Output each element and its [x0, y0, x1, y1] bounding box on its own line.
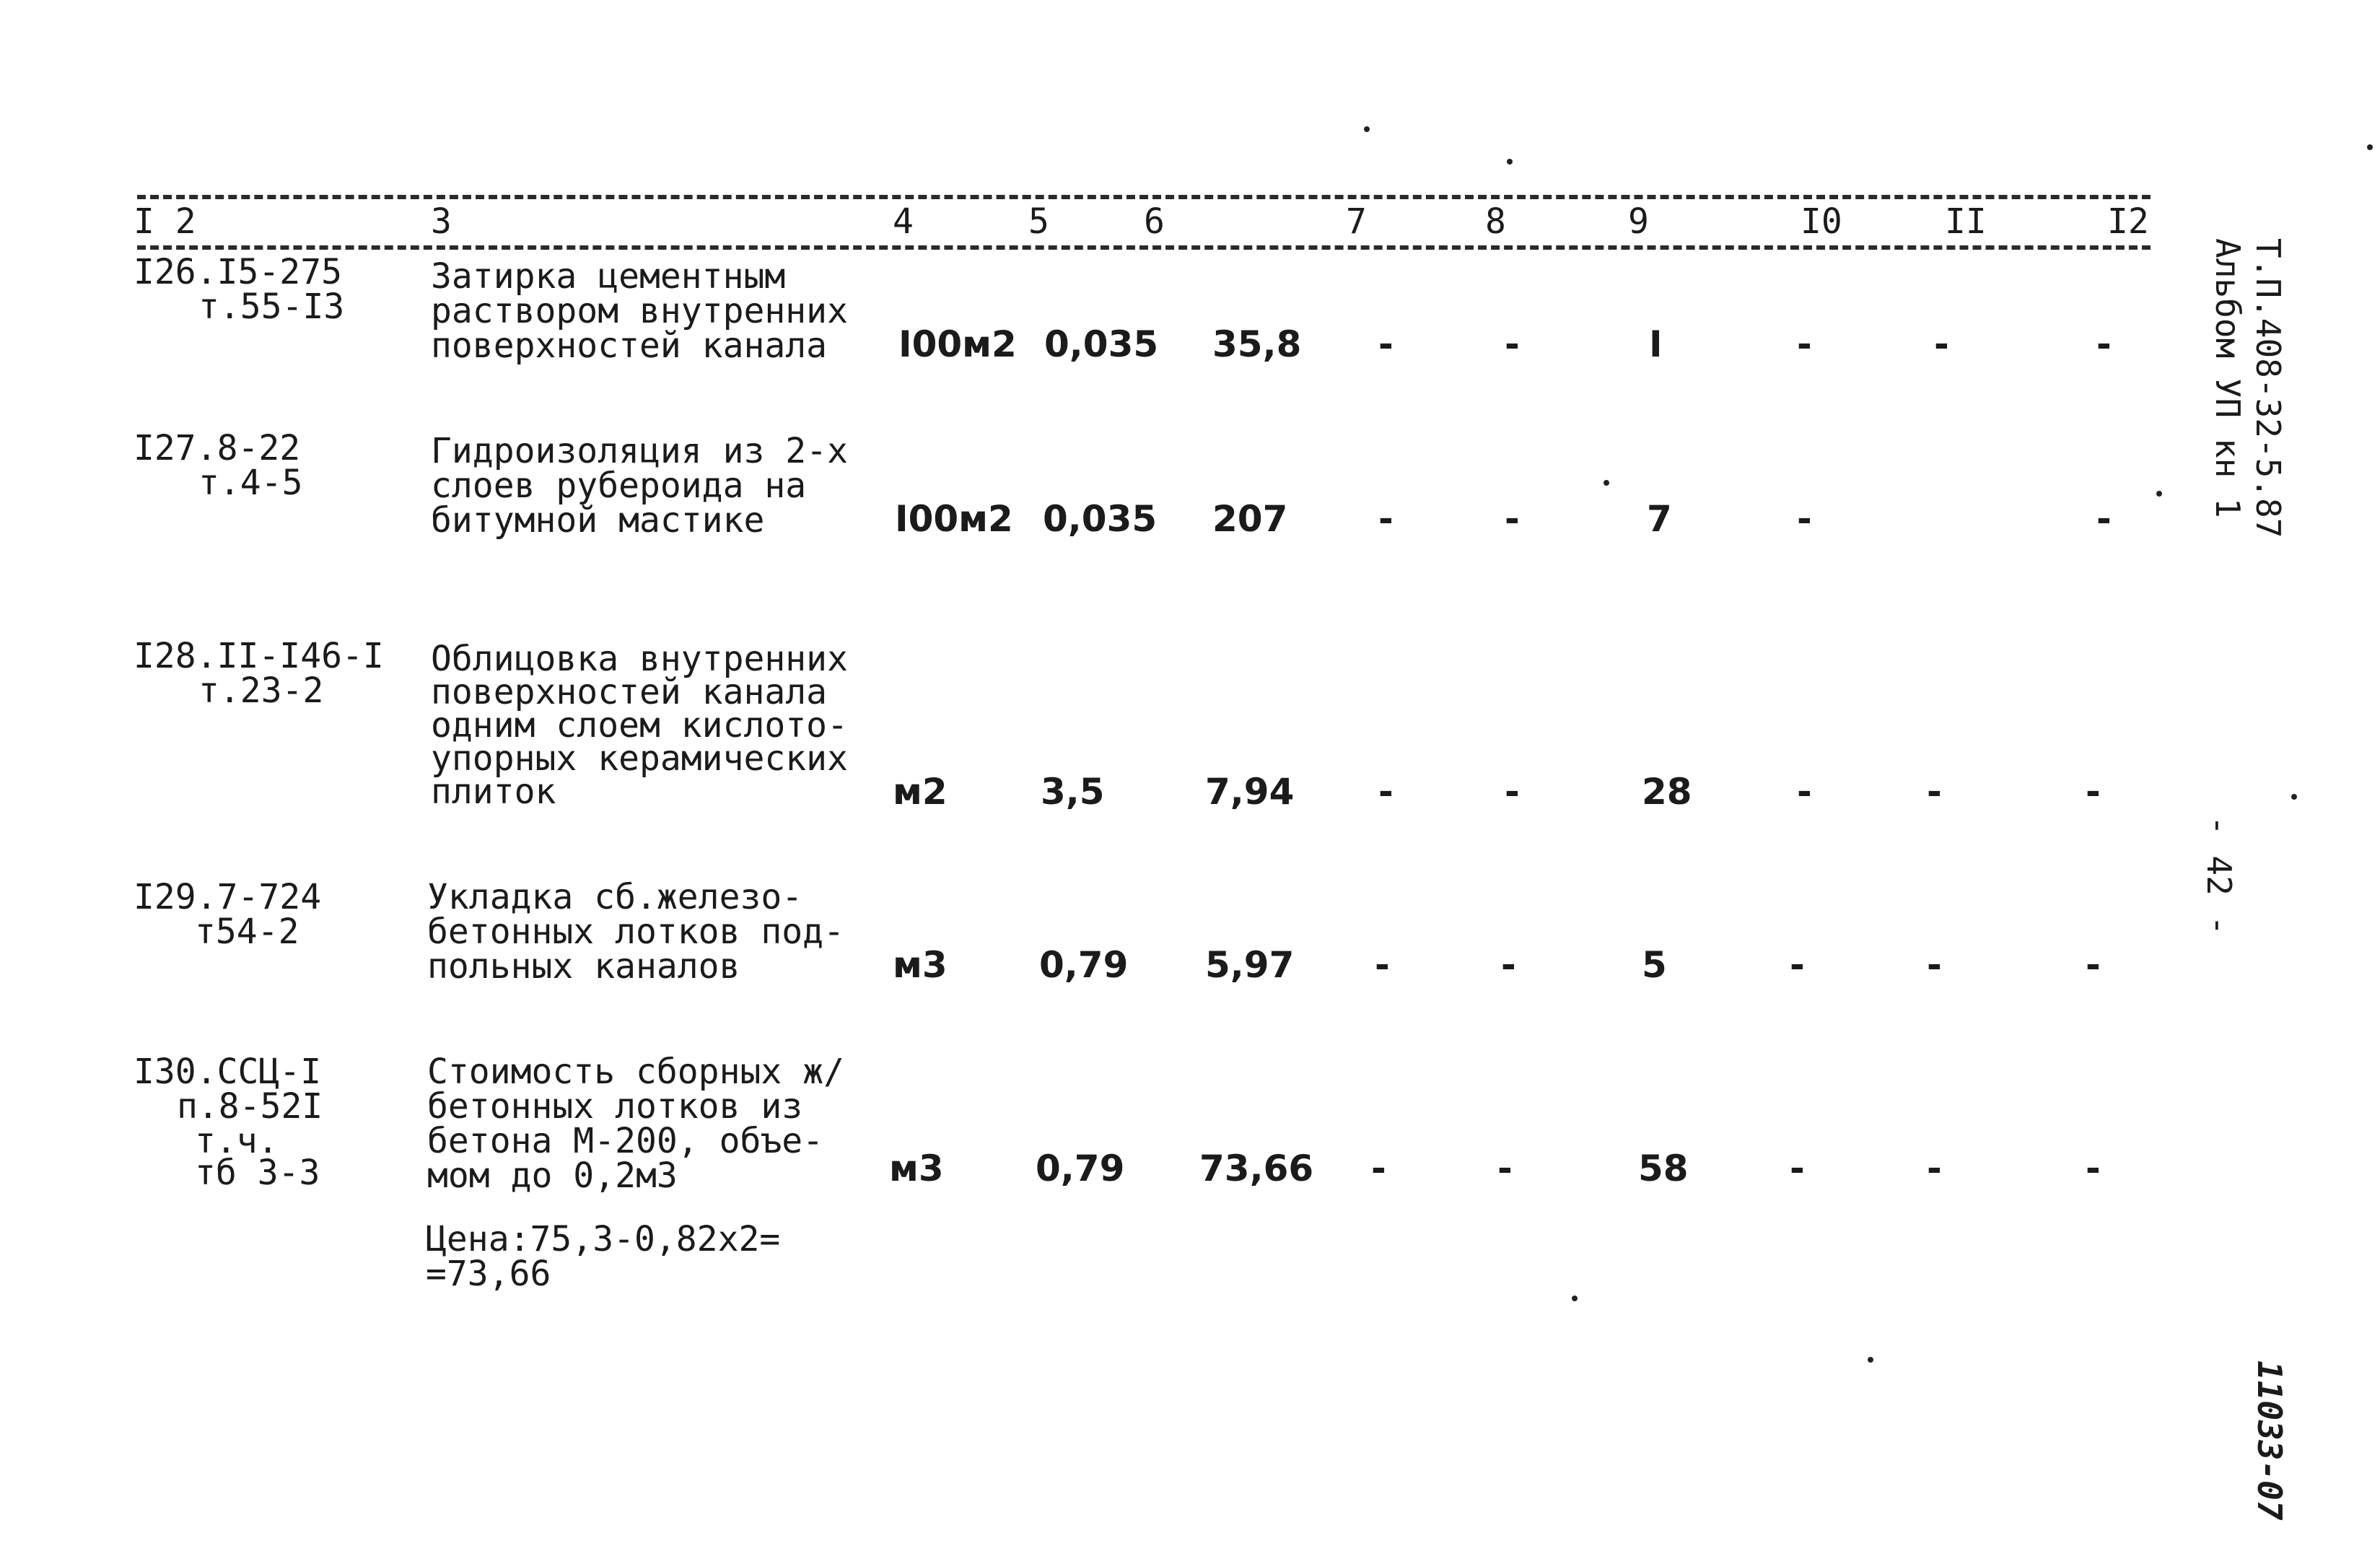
row-col9: 58: [1638, 1148, 1689, 1189]
album-reference: Т.П.408-32-5.87: [2249, 238, 2288, 538]
row-col7: -: [1378, 498, 1394, 540]
row-col11: -: [1927, 771, 1942, 813]
row-desc-line: Затирка цементным: [431, 256, 786, 297]
row-col8: -: [1505, 498, 1520, 540]
row-unit: м3: [889, 1148, 944, 1189]
scan-speck: [1364, 126, 1370, 132]
row-col11: -: [1934, 323, 1949, 365]
row-col7: -: [1378, 771, 1394, 813]
row-col10: -: [1797, 498, 1812, 540]
row-price: 7,94: [1205, 771, 1295, 813]
row-unit: I00м2: [898, 323, 1017, 365]
row-price: 73,66: [1199, 1148, 1314, 1189]
scan-speck: [1604, 480, 1609, 486]
col-header-11: II: [1945, 201, 1987, 242]
price-note-line: Цена:75,3-0,82х2=: [426, 1219, 781, 1259]
row-col12: -: [2086, 1148, 2101, 1189]
row-desc-line: бетона М-200, объе-: [427, 1121, 824, 1161]
row-desc-line: Укладка сб.железо-: [427, 877, 803, 917]
row-col12: -: [2086, 771, 2101, 813]
row-col8: -: [1497, 1148, 1513, 1189]
scan-speck: [1507, 159, 1513, 165]
row-col10: -: [1797, 323, 1812, 365]
row-col10: -: [1790, 944, 1805, 986]
row-desc-line: слоев рубероида на: [431, 466, 807, 506]
row-code: I29.7-724: [134, 877, 322, 917]
scan-speck: [1572, 1296, 1578, 1301]
row-code-ref: п.8-52I: [177, 1086, 323, 1127]
row-desc-line: раствором внутренних: [431, 291, 848, 331]
row-col9: 7: [1647, 498, 1672, 540]
row-col7: -: [1378, 323, 1394, 365]
row-desc-line: Гидроизоляция из 2-х: [431, 431, 848, 471]
header-bottom-rule: [137, 245, 2151, 250]
row-col12: -: [2086, 944, 2101, 986]
row-code-ref: т.55-I3: [198, 287, 345, 327]
col-header-1-2: I 2: [134, 201, 196, 242]
row-desc-line: бетонных лотков из: [427, 1086, 803, 1127]
row-desc-line: одним слоем кислото-: [431, 705, 848, 746]
row-desc-line: мом до 0,2м3: [427, 1155, 678, 1196]
row-price: 207: [1212, 498, 1288, 540]
scan-speck: [2156, 491, 2162, 497]
row-code-ref: т.4-5: [198, 463, 303, 503]
col-header-8: 8: [1485, 201, 1506, 242]
row-col10: -: [1797, 771, 1812, 813]
row-col8: -: [1505, 771, 1520, 813]
row-desc-line: плиток: [431, 772, 556, 812]
row-col11: -: [1927, 1148, 1942, 1189]
row-unit: м3: [893, 944, 948, 986]
row-qty: 0,035: [1044, 323, 1159, 365]
page-number: - 42 -: [2200, 816, 2239, 936]
row-code-ref: т.ч.: [195, 1121, 279, 1161]
row-col12: -: [2096, 498, 2112, 540]
row-col8: -: [1501, 944, 1516, 986]
row-col10: -: [1790, 1148, 1805, 1189]
header-top-rule: [137, 195, 2151, 199]
row-col9: I: [1649, 323, 1663, 365]
row-col12: -: [2096, 323, 2112, 365]
row-code: I26.I5-275: [134, 252, 342, 292]
row-qty: 0,79: [1036, 1148, 1125, 1189]
scan-speck: [2291, 794, 2297, 800]
row-col9: 5: [1642, 944, 1667, 986]
row-code: I30.ССЦ-I: [134, 1052, 322, 1092]
row-col11: -: [1927, 944, 1942, 986]
price-note-line: =73,66: [426, 1254, 551, 1294]
row-desc-line: Облицовка внутренних: [431, 639, 848, 679]
row-desc-line: бетонных лотков под-: [427, 912, 844, 952]
album-book: Альбом УП кн 1: [2208, 238, 2247, 518]
col-header-3: 3: [431, 201, 452, 242]
row-qty: 0,79: [1039, 944, 1129, 986]
col-header-10: I0: [1801, 201, 1842, 242]
row-desc-line: поверхностей канала: [431, 326, 828, 366]
col-header-4: 4: [893, 201, 914, 242]
row-qty: 0,035: [1043, 498, 1158, 540]
row-col8: -: [1505, 323, 1520, 365]
col-header-6: 6: [1144, 201, 1165, 242]
row-col7: -: [1371, 1148, 1386, 1189]
document-number: 11033-07: [2250, 1360, 2289, 1521]
row-desc-line: поверхностей канала: [431, 672, 828, 712]
row-desc-line: упорных керамических: [431, 738, 848, 779]
row-col7: -: [1375, 944, 1390, 986]
row-col9: 28: [1642, 771, 1692, 813]
row-code: I28.II-I46-I: [134, 636, 384, 676]
row-price: 35,8: [1212, 323, 1302, 365]
col-header-9: 9: [1628, 201, 1649, 242]
row-desc-line: польных каналов: [427, 946, 740, 987]
row-unit: I00м2: [895, 498, 1013, 540]
row-qty: 3,5: [1041, 771, 1105, 813]
row-code-ref: тб 3-3: [195, 1153, 320, 1193]
row-code-ref: т.23-2: [198, 670, 324, 711]
row-code: I27.8-22: [134, 428, 301, 468]
row-desc-line: битумной мастике: [431, 500, 765, 541]
col-header-12: I2: [2107, 201, 2149, 242]
col-header-7: 7: [1346, 201, 1367, 242]
row-desc-line: Стоимость сборных ж/: [427, 1052, 844, 1092]
row-code-ref: т54-2: [195, 912, 299, 952]
scan-speck: [1868, 1357, 1873, 1363]
row-price: 5,97: [1205, 944, 1295, 986]
col-header-5: 5: [1028, 201, 1049, 242]
row-unit: м2: [893, 771, 948, 813]
scan-speck: [2367, 144, 2373, 150]
